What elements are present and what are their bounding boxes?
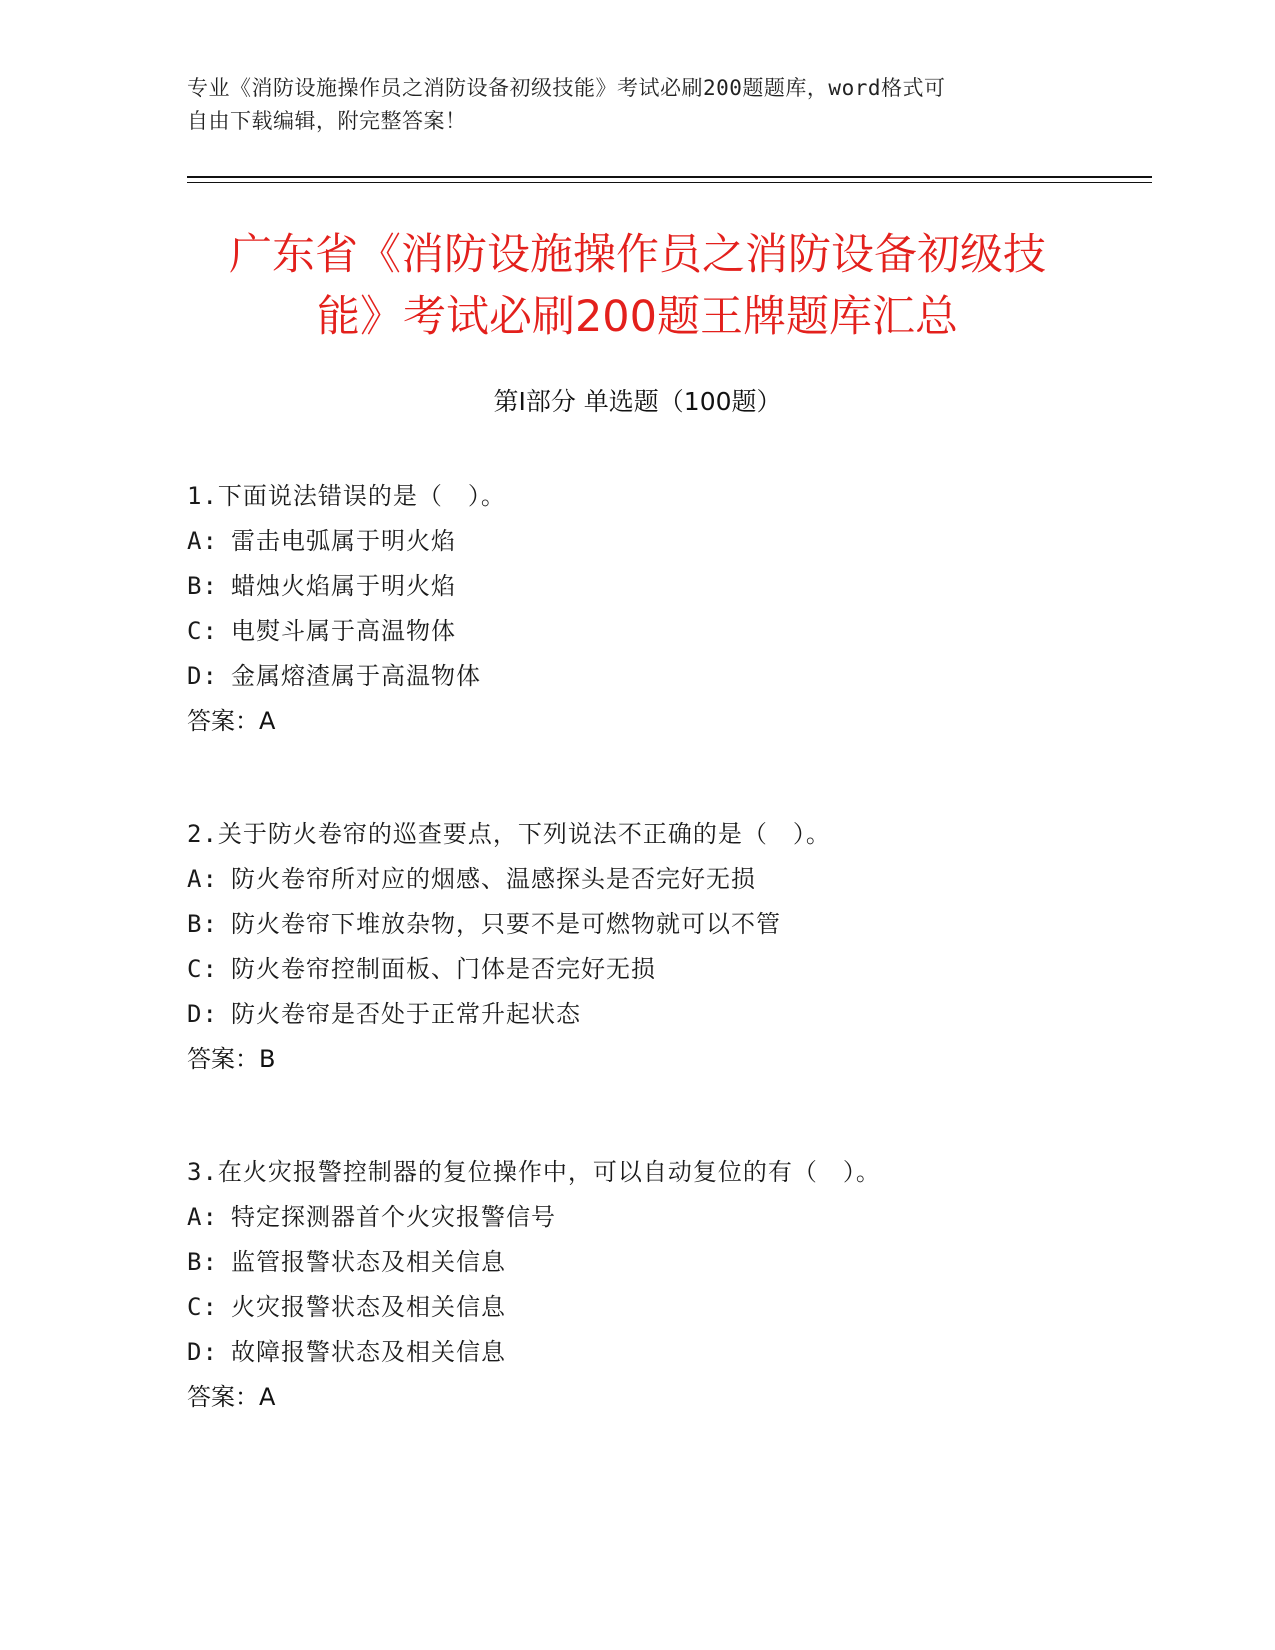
answer: 答案：A: [187, 1383, 276, 1411]
option-text: 火灾报警状态及相关信息: [231, 1293, 506, 1321]
document-title: [150, 224, 1125, 348]
option-key: B:: [187, 910, 218, 938]
option-key: A:: [187, 527, 218, 555]
option-c: [187, 1285, 1147, 1330]
option-text: 防火卷帘是否处于正常升起状态: [231, 1000, 581, 1028]
document-title-line-1: 广东省《消防设施操作员之消防设备初级技: [229, 230, 1046, 280]
option-d: [187, 654, 1147, 699]
option-d: [187, 992, 1147, 1037]
option-b: [187, 1240, 1147, 1285]
option-text: 电熨斗属于高温物体: [231, 617, 456, 645]
option-key: C:: [187, 617, 218, 645]
question-stem: 3.在火灾报警控制器的复位操作中，可以自动复位的有（ ）。: [187, 1158, 881, 1186]
option-key: B:: [187, 572, 218, 600]
option-key: D:: [187, 1338, 218, 1366]
option-text: 蜡烛火焰属于明火焰: [231, 572, 456, 600]
option-c: [187, 947, 1147, 992]
option-key: D:: [187, 662, 218, 690]
option-b: [187, 902, 1147, 947]
header-note: [187, 72, 1067, 138]
option-a: [187, 519, 1147, 564]
header-divider-thick: [187, 176, 1152, 178]
question-2: [187, 812, 1147, 1082]
option-text: 故障报警状态及相关信息: [231, 1338, 506, 1366]
question-stem: 2.关于防火卷帘的巡查要点，下列说法不正确的是（ ）。: [187, 820, 831, 848]
section-title: 第Ⅰ部分 单选题（100题）: [493, 387, 782, 416]
header-note-line-2: 自由下载编辑，附完整答案！: [187, 109, 467, 133]
option-key: C:: [187, 1293, 218, 1321]
option-text: 雷击电弧属于明火焰: [231, 527, 456, 555]
question-3: [187, 1150, 1147, 1420]
option-key: D:: [187, 1000, 218, 1028]
option-a: [187, 1195, 1147, 1240]
option-text: 防火卷帘控制面板、门体是否完好无损: [231, 955, 656, 983]
option-text: 监管报警状态及相关信息: [231, 1248, 506, 1276]
option-key: A:: [187, 1203, 218, 1231]
answer: 答案：A: [187, 707, 276, 735]
option-c: [187, 609, 1147, 654]
question-1: [187, 474, 1147, 744]
option-d: [187, 1330, 1147, 1375]
option-text: 金属熔渣属于高温物体: [231, 662, 481, 690]
option-key: B:: [187, 1248, 218, 1276]
header-note-line-1: 专业《消防设施操作员之消防设备初级技能》考试必刷200题题库，word格式可: [187, 76, 946, 100]
option-text: 特定探测器首个火灾报警信号: [231, 1203, 556, 1231]
header-divider-thin: [187, 182, 1152, 183]
question-stem: 1.下面说法错误的是（ ）。: [187, 482, 506, 510]
option-b: [187, 564, 1147, 609]
option-key: C:: [187, 955, 218, 983]
option-text: 防火卷帘下堆放杂物，只要不是可燃物就可以不管: [231, 910, 781, 938]
document-title-line-2: 能》考试必刷200题王牌题库汇总: [316, 292, 959, 342]
question-list: [187, 474, 1147, 1488]
option-a: [187, 857, 1147, 902]
option-text: 防火卷帘所对应的烟感、温感探头是否完好无损: [231, 865, 756, 893]
answer: 答案：B: [187, 1045, 276, 1073]
option-key: A:: [187, 865, 218, 893]
